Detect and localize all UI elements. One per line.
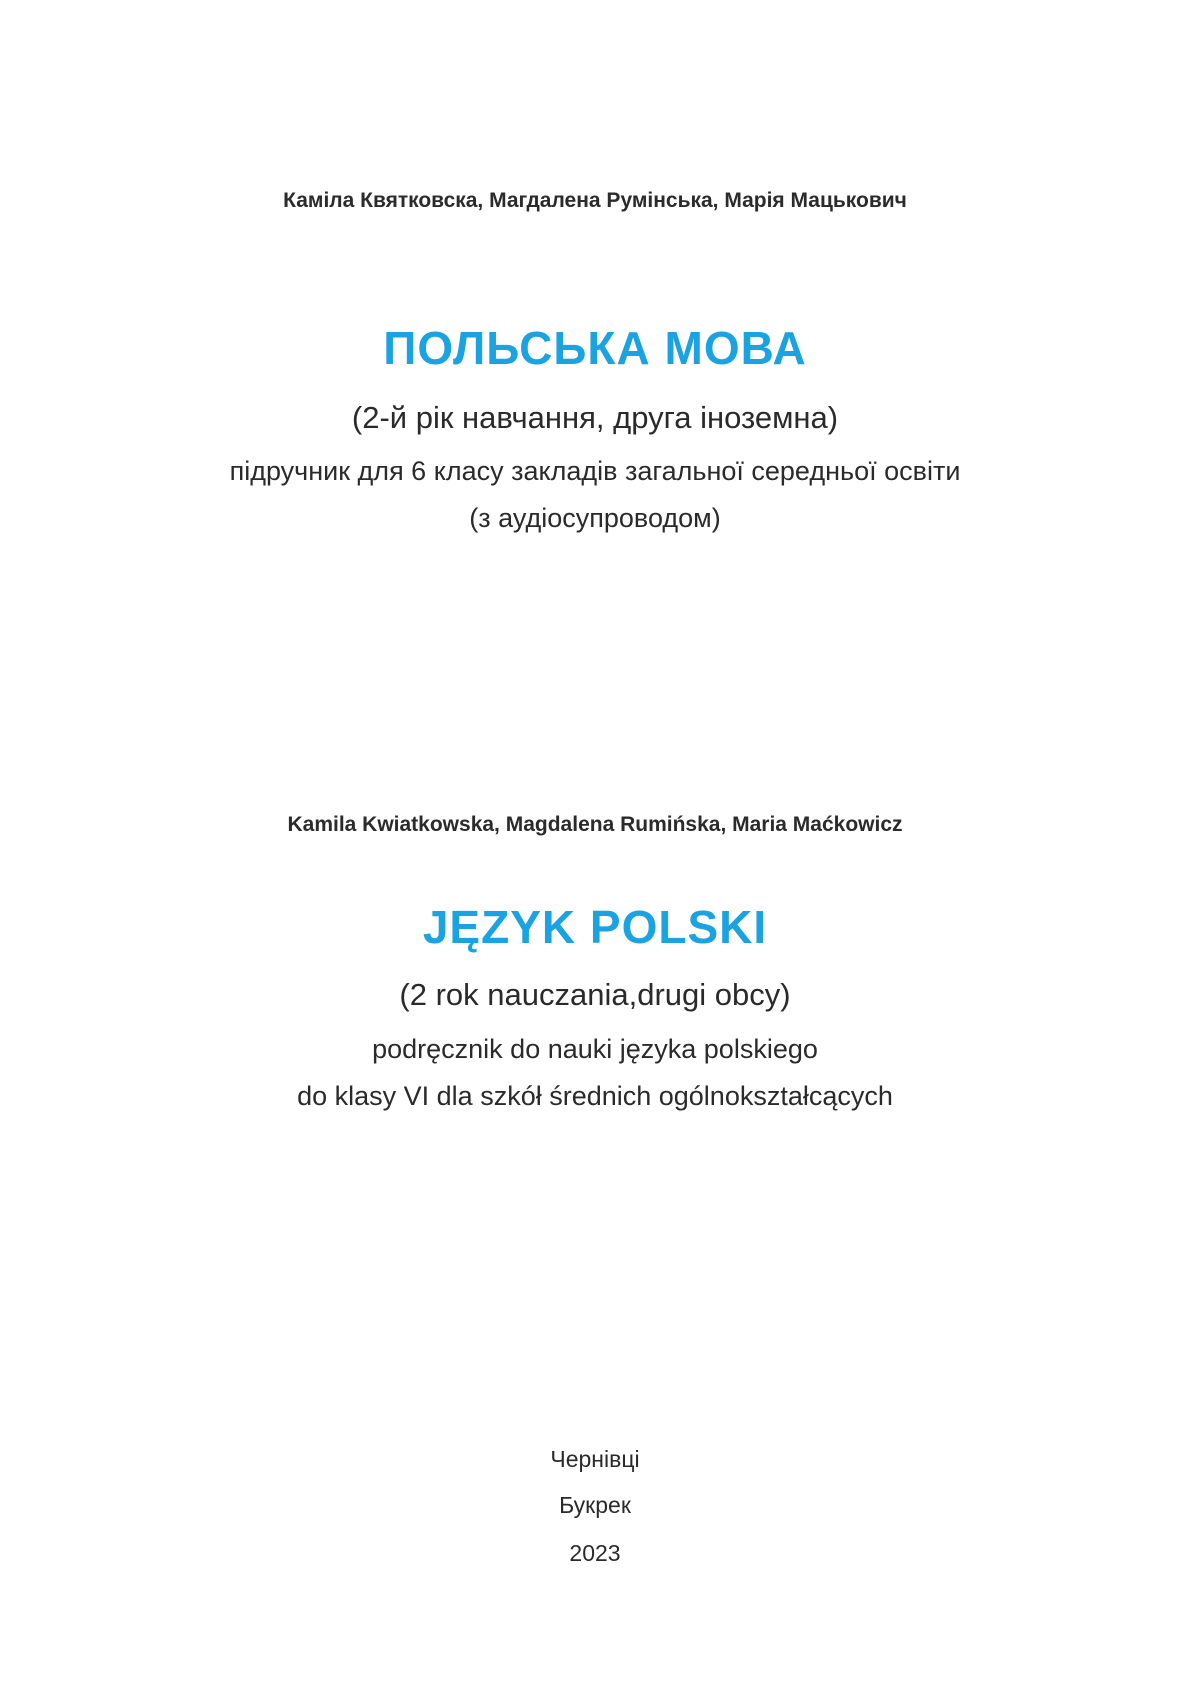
ukrainian-description-line-2: (з аудіосупроводом) bbox=[469, 503, 721, 533]
imprint-city: Чернівці bbox=[550, 1446, 640, 1472]
ukrainian-description-line-1: підручник для 6 класу закладів загальної середньої освіти bbox=[229, 456, 961, 486]
imprint-publisher: Букрек bbox=[559, 1492, 631, 1518]
ukrainian-authors: Каміла Квятковска, Магдалена Румінська, Марія Мацькович bbox=[283, 189, 907, 212]
polish-book-title: JĘZYK POLSKI bbox=[422, 901, 768, 953]
imprint-year: 2023 bbox=[569, 1540, 621, 1566]
polish-authors: Kamila Kwiatkowska, Magdalena Rumińska, Maria Maćkowicz bbox=[287, 813, 903, 836]
polish-subtitle: (2 rok nauczania,drugi obcy) bbox=[399, 977, 791, 1012]
polish-description-line-1: podręcznik do nauki języka polskiego bbox=[372, 1034, 818, 1064]
polish-description-line-2: do klasy VI dla szkół średnich ogólnokształcących bbox=[297, 1081, 893, 1111]
ukrainian-subtitle: (2-й рік навчання, друга іноземна) bbox=[351, 400, 839, 435]
ukrainian-book-title: ПОЛЬСЬКА МОВА bbox=[383, 322, 807, 374]
